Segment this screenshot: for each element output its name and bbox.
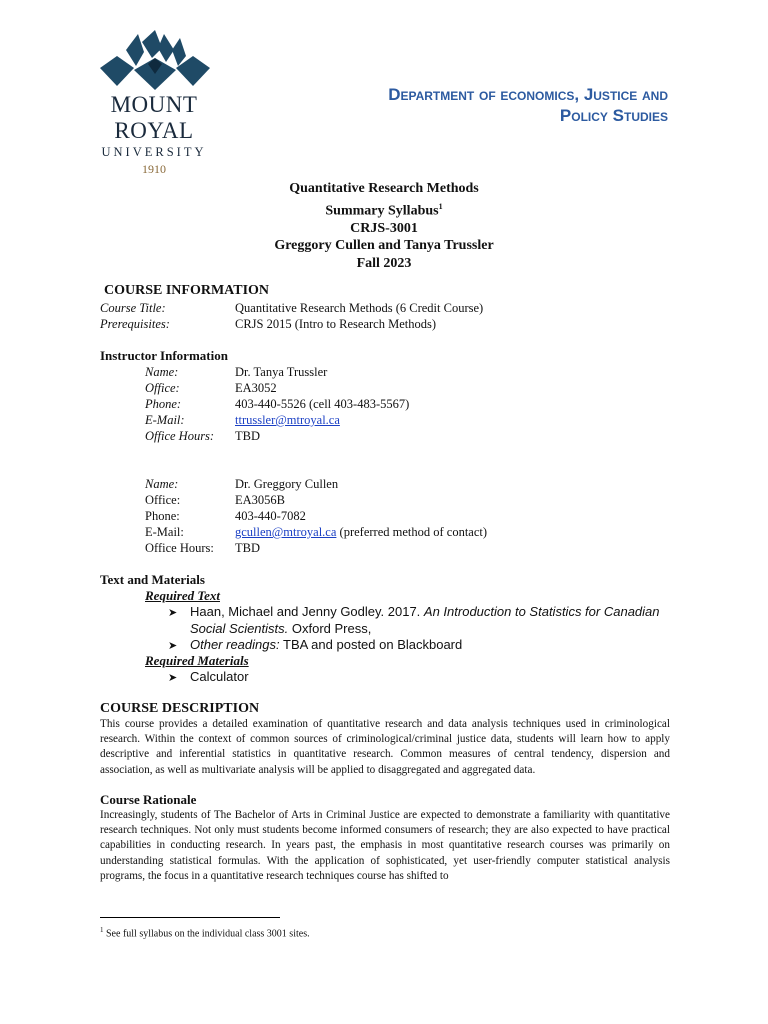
text-item-1-title: An Introduction to Statistics for Canadian	[423, 604, 660, 619]
text-item-1	[168, 604, 668, 622]
course-title-label: Course Title:	[100, 301, 166, 315]
instr2-email-label: E-Mail:	[145, 525, 184, 539]
text-item-1-publisher: Oxford Press,	[291, 621, 372, 636]
course-term: Fall 2023	[356, 255, 412, 271]
instr1-email-link[interactable]: ttrussler@mtroyal.ca	[235, 413, 340, 427]
required-materials-heading: Required Materials	[145, 653, 249, 668]
department-line-1: Department of economics, Justice and	[388, 85, 668, 104]
footnote	[100, 926, 310, 939]
footnote-text: See full syllabus on the individual class 3001 sites.	[106, 928, 310, 940]
course-title-row	[100, 300, 483, 316]
prerequisites-row	[100, 316, 436, 332]
arrow-bullet-icon: ➤	[168, 640, 178, 652]
instr2-phone: 403-440-7082	[235, 509, 306, 523]
instr1-phone: 403-440-5526 (cell 403-483-5567)	[235, 397, 410, 411]
course-description-heading: COURSE DESCRIPTION	[100, 701, 260, 716]
course-rationale-body: Increasingly, students of The Bachelor of Arts in Criminal Justice are expected to demonstrate a familiarity with quantitative research techniques. Not only must students become informed consumers of research; they are also expected to have practical capabilities in conducting research. In years past, the emphasis in most quantitative research courses was primarily on understanding statistical formulas. With the application of sophisticated, yet user-friendly computer statistical analysis programs, the focus in a quantitative research techniques course has shifted to	[100, 809, 670, 882]
course-rationale-heading: Course Rationale	[100, 792, 197, 807]
university-logo-icon	[100, 28, 210, 92]
instr1-hours-label: Office Hours:	[145, 429, 215, 443]
text-item-1-title2: Social Scientists.	[190, 621, 289, 636]
text-item-2-label: Other readings:	[190, 637, 280, 652]
department-title	[388, 84, 668, 126]
summary-syllabus	[0, 198, 768, 220]
instr2-email-note: (preferred method of contact)	[339, 525, 488, 539]
prerequisites-value: CRJS 2015 (Intro to Research Methods)	[235, 317, 437, 331]
instr2-hours-label: Office Hours:	[145, 541, 214, 555]
text-item-2-value: TBA and posted on Blackboard	[283, 637, 463, 652]
footnote-ref: 1	[438, 201, 443, 211]
course-name: Quantitative Research Methods	[289, 181, 479, 196]
text-item-1-authors: Haan, Michael and Jenny Godley. 2017.	[190, 604, 421, 619]
university-name	[74, 92, 234, 177]
course-description-body: This course provides a detailed examination of quantitative research and data analysis techniques used in criminological research. Within the context of common sources of criminological/criminal justice data, students will learn how to apply descriptive and inferential statistics in quantitative research. Common measures of central tendency, dispersion and association, as well as multivariate analysis will be applied to disaggregated and aggregated data.	[100, 718, 670, 776]
university-sub-text: UNIVERSITY	[101, 145, 207, 159]
instr1-name-label: Name:	[145, 365, 179, 379]
course-info-heading: COURSE INFORMATION	[104, 283, 270, 298]
course-instructors: Greggory Cullen and Tanya Trussler	[274, 238, 494, 254]
instr2-email-link[interactable]: gcullen@mtroyal.ca	[235, 525, 337, 539]
instr1-email-label: E-Mail:	[145, 413, 185, 427]
arrow-bullet-icon: ➤	[168, 607, 178, 619]
materials-item-1	[168, 669, 249, 687]
course-title-value: Quantitative Research Methods (6 Credit Course)	[235, 301, 484, 315]
instr1-name: Dr. Tanya Trussler	[235, 365, 328, 379]
university-year: 1910	[142, 162, 166, 176]
instr1-hours: TBD	[235, 429, 260, 443]
university-main-text: MOUNT ROYAL	[110, 92, 198, 143]
instr2-name-label: Name:	[145, 477, 179, 491]
text-item-1-cont	[190, 621, 371, 638]
footnote-marker: 1	[100, 926, 104, 934]
required-text-heading: Required Text	[145, 588, 220, 603]
materials-item-1-text: Calculator	[190, 669, 249, 684]
summary-text: Summary Syllabus	[325, 203, 439, 219]
footnote-divider	[100, 917, 280, 918]
instr2-hours: TBD	[235, 541, 260, 555]
arrow-bullet-icon: ➤	[168, 672, 178, 684]
instr2-phone-label: Phone:	[145, 509, 180, 523]
instr2-office: EA3056B	[235, 493, 285, 507]
department-line-2: Policy Studies	[559, 106, 668, 125]
materials-heading: Text and Materials	[100, 572, 205, 587]
instr2-name: Dr. Greggory Cullen	[235, 477, 339, 491]
instructor-info-heading: Instructor Information	[100, 348, 228, 363]
course-code: CRJS-3001	[350, 220, 418, 236]
instr1-office: EA3052	[235, 381, 277, 395]
instr2-office-label: Office:	[145, 493, 181, 507]
title-block	[0, 180, 768, 272]
instr1-phone-label: Phone:	[145, 397, 182, 411]
instr1-office-label: Office:	[145, 381, 180, 395]
prerequisites-label: Prerequisites:	[100, 317, 170, 331]
text-item-2	[168, 637, 462, 655]
